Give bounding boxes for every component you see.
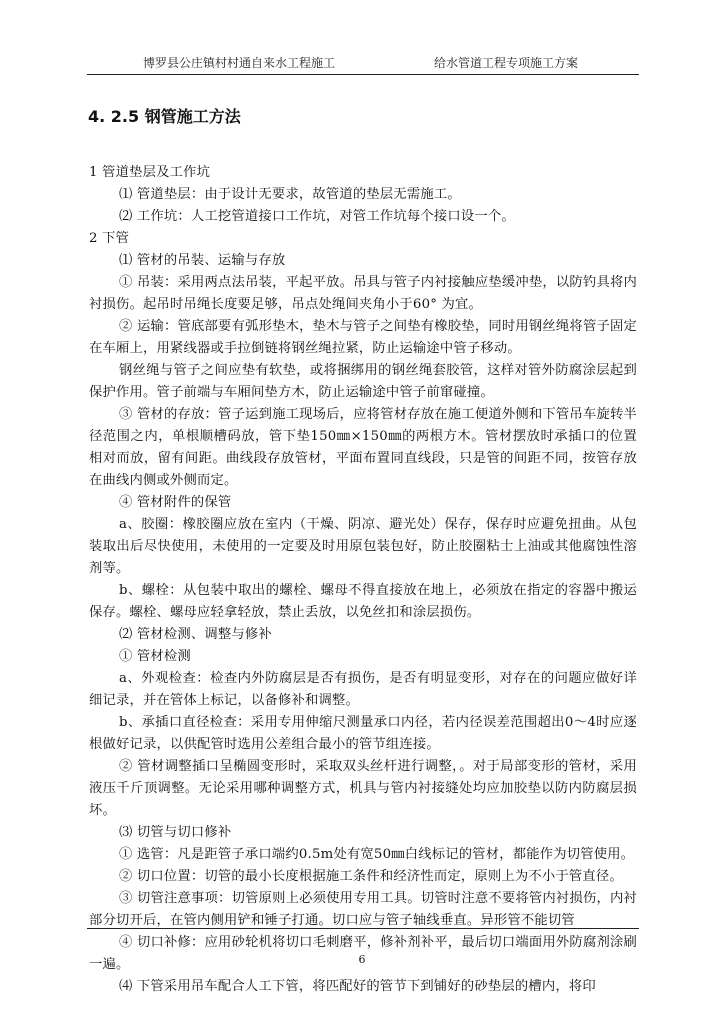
paragraph: ② 管材调整插口呈椭圆变形时，采取双头丝杆进行调整，。对于局部变形的管材，采用液压千斤顶调整。无论采用哪种调整方式，机具与管内衬接缝处均应加胶垫以防内防腐层损坏。 bbox=[89, 759, 637, 818]
header-rule bbox=[87, 74, 639, 75]
paragraph: ③ 切管注意事项：切管原则上必须使用专用工具。切管时注意不要将管内衬损伤，内衬部分切开后，在管内侧用铲和锤子打通。切口应与管子轴线垂直。异形管不能切管 bbox=[89, 891, 637, 928]
paragraph: ① 选管：凡是距管子承口端约0.5m处有宽50㎜白线标记的管材，都能作为切管使用。 bbox=[119, 847, 635, 862]
paragraph: 2 下管 bbox=[89, 231, 130, 246]
footer-rule bbox=[87, 928, 639, 929]
paragraph: ④ 切口补修：应用砂轮机将切口毛刺磨平，修补剂补平，最后切口端面用外防腐剂涂刷一遍。 bbox=[89, 935, 637, 972]
paragraph: ② 切口位置：切管的最小长度根据施工条件和经济性而定，原则上为不小于管直径。 bbox=[119, 869, 623, 884]
paragraph: b、螺栓：从包装中取出的螺栓、螺母不得直接放在地上，必须放在指定的容器中搬运保存。螺栓、螺母应轻拿轻放，禁止丢放，以免丝扣和涂层损伤。 bbox=[89, 583, 637, 620]
page-number: 6 bbox=[358, 953, 366, 966]
paragraph: ⑴ 管道垫层：由于设计无要求，故管道的垫层无需施工。 bbox=[119, 187, 461, 202]
paragraph: ⑶ 切管与切口修补 bbox=[119, 825, 232, 840]
paragraph: b、承插口直径检查：采用专用伸缩尺测量承口内径，若内径误差范围超出0～4时应逐根做好记录，以供配管时选用公差组合最小的管节组连接。 bbox=[89, 715, 637, 752]
paragraph: a、胶圈：橡胶圈应放在室内（干燥、阴凉、避光处）保存，保存时应避免扭曲。从包装取出后尽快使用，未使用的一定要及时用原包装包好，防止胶圈粘士上油或其他腐蚀性溶剂等。 bbox=[89, 517, 637, 576]
paragraph: 1 管道垫层及工作坑 bbox=[89, 165, 211, 180]
paragraph: ⑵ 管材检测、调整与修补 bbox=[119, 627, 272, 642]
paragraph: ③ 管材的存放：管子运到施工现场后，应将管材存放在施工便道外侧和下管吊车旋转半径范围之内，单根顺槽码放，管下垫150㎜×150㎜的两根方木。管材摆放时承插口的位置相对而放，留有间距。曲线段存放管材，平面布置同直线段，只是管的间距不同，按管存放在曲线内侧或外侧而定。 bbox=[89, 407, 637, 488]
paragraph: ① 管材检测 bbox=[119, 649, 191, 664]
paragraph: ④ 管材附件的保管 bbox=[119, 495, 232, 510]
section-title: 4. 2.5 钢管施工方法 bbox=[88, 107, 241, 126]
paragraph: ⑷ 下管采用吊车配合人工下管，将匹配好的管节下到铺好的砂垫层的槽内，将印 bbox=[119, 979, 596, 994]
paragraph: ② 运输：管底部要有弧形垫木，垫木与管子之间垫有橡胶垫，同时用钢丝绳将管子固定在车厢上，用紧线器或手拉倒链将钢丝绳拉紧，防止运输途中管子移动。 bbox=[89, 319, 637, 356]
paragraph: 钢丝绳与管子之间应垫有软垫，或将捆绑用的钢丝绳套胶管，这样对管外防腐涂层起到保护作用。管子前端与车厢间垫方木，防止运输途中管子前窜碰撞。 bbox=[89, 363, 637, 400]
paragraph: ⑵ 工作坑：人工挖管道接口工作坑，对管工作坑每个接口设一个。 bbox=[119, 209, 515, 224]
header-right-title: 给水管道工程专项施工方案 bbox=[434, 56, 579, 70]
paragraph: ① 吊装：采用两点法吊装，平起平放。吊具与管子内衬接触应垫缓冲垫，以防钓具将内衬损伤。起吊时吊绳长度要足够，吊点处绳间夹角小于60° 为宜。 bbox=[89, 275, 637, 312]
paragraph: a、外观检查：检查内外防腐层是否有损伤，是否有明显变形，对存在的问题应做好详细记录，并在管体上标记，以备修补和调整。 bbox=[89, 671, 637, 708]
document-body bbox=[89, 162, 637, 998]
header-left-title: 博罗县公庄镇村村通自来水工程施工 bbox=[143, 56, 336, 70]
paragraph: ⑴ 管材的吊装、运输与存放 bbox=[119, 253, 286, 268]
